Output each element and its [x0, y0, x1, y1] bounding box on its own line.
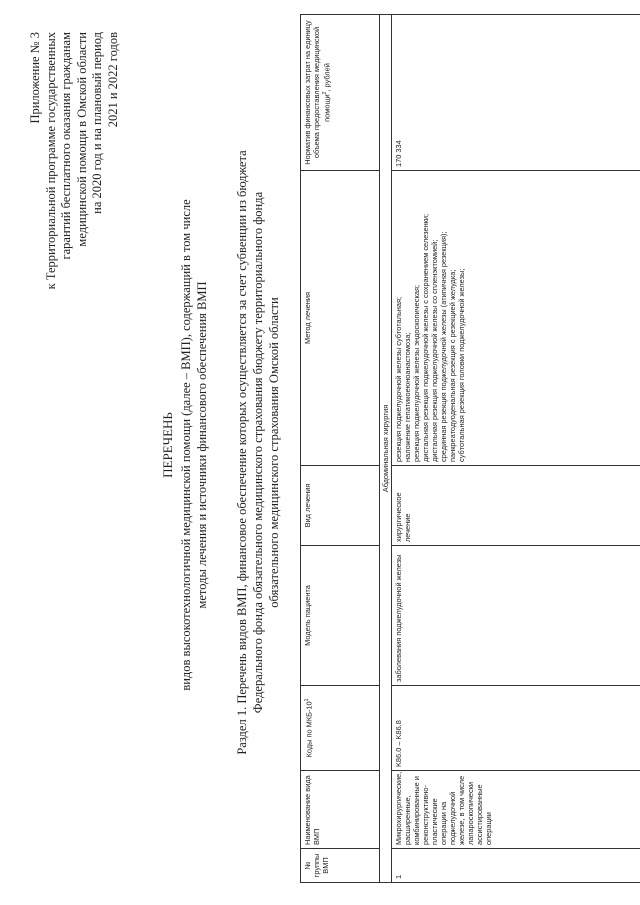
- cell-method: [392, 171, 640, 466]
- section-line: Федерального фонда обязательного медицинского страхования бюджету территориального фонда: [251, 191, 265, 714]
- method-item: дистальная резекция поджелудочной железы со спленэктомией;: [430, 239, 439, 462]
- header-codes: Коды по МКБ-$10^1$: [301, 686, 380, 771]
- method-item: резекция поджелудочной железы субтотальная;: [394, 296, 403, 462]
- section-title: [234, 90, 282, 815]
- cell-name: Микрохирургические, расширенные, комбинированные и реконструктивно-пластические операции на поджелудочной железе, в том числе лапароскопически ассистированные операции: [392, 771, 640, 849]
- method-item: субтотальная резекция головки поджелудочной железы;: [457, 268, 466, 462]
- header-type: Вид лечения: [301, 466, 380, 546]
- appendix-line: медицинской помощи в Омской области: [74, 32, 89, 247]
- method-item: дистальная резекция поджелудочной железы с сохранением селезенки;: [421, 213, 430, 462]
- header-group: № группы ВМП: [301, 849, 380, 883]
- method-item: срединная резекция поджелудочной железы (атипичная резекция);: [439, 231, 448, 462]
- header-method: Метод лечения: [301, 171, 380, 466]
- appendix-line: 2021 и 2022 годов: [105, 32, 120, 128]
- cell-norm: 170 334: [392, 15, 640, 171]
- cell-model: заболевания поджелудочной железы: [392, 546, 640, 686]
- section-line: обязательного медицинского страхования Омской области: [267, 297, 281, 608]
- appendix-line: на 2020 год и на плановый период: [90, 32, 104, 214]
- document-title: [160, 125, 210, 765]
- method-item: панкреатодуоденальная резекция с резекцией желудка;: [448, 269, 457, 462]
- title-line: методы лечения и источники финансового обеспечения ВМП: [195, 281, 209, 609]
- cell-codes: K86.0 – K86.8: [392, 686, 640, 771]
- vmp-table: [300, 14, 640, 883]
- title-line: видов высокотехнологичной медицинской помощи (далее – ВМП), содержащий в том числе: [179, 199, 193, 691]
- table-header-row: [301, 15, 380, 883]
- appendix-line: к Территориальной программе государственных: [43, 32, 58, 290]
- method-item: наложение гепатикоеюноанастомоза;: [403, 332, 412, 462]
- appendix-note: [28, 32, 121, 352]
- appendix-line: Приложение № 3: [28, 32, 42, 124]
- title-heading: ПЕРЕЧЕНЬ: [160, 412, 175, 478]
- cell-group: 1: [392, 849, 640, 883]
- cell-type: хирургическое лечение: [392, 466, 640, 546]
- section-row: [380, 15, 392, 883]
- appendix-line: гарантий бесплатного оказания гражданам: [59, 32, 73, 260]
- section-label: Абдоминальная хирургия: [380, 15, 392, 883]
- header-name: Наименование вида ВМП: [301, 771, 380, 849]
- method-item: резекция поджелудочной железы эндоскопическая;: [412, 284, 421, 462]
- header-model: Модель пациента: [301, 546, 380, 686]
- table-row: [392, 15, 640, 883]
- header-norm: Норматив финансовых затрат на единицу объема предоставления медицинской помощи$^2$, рублей: [301, 15, 380, 171]
- section-line: Раздел 1. Перечень видов ВМП, финансовое обеспечение которых осуществляется за счет субвенции из бюджета: [235, 150, 249, 755]
